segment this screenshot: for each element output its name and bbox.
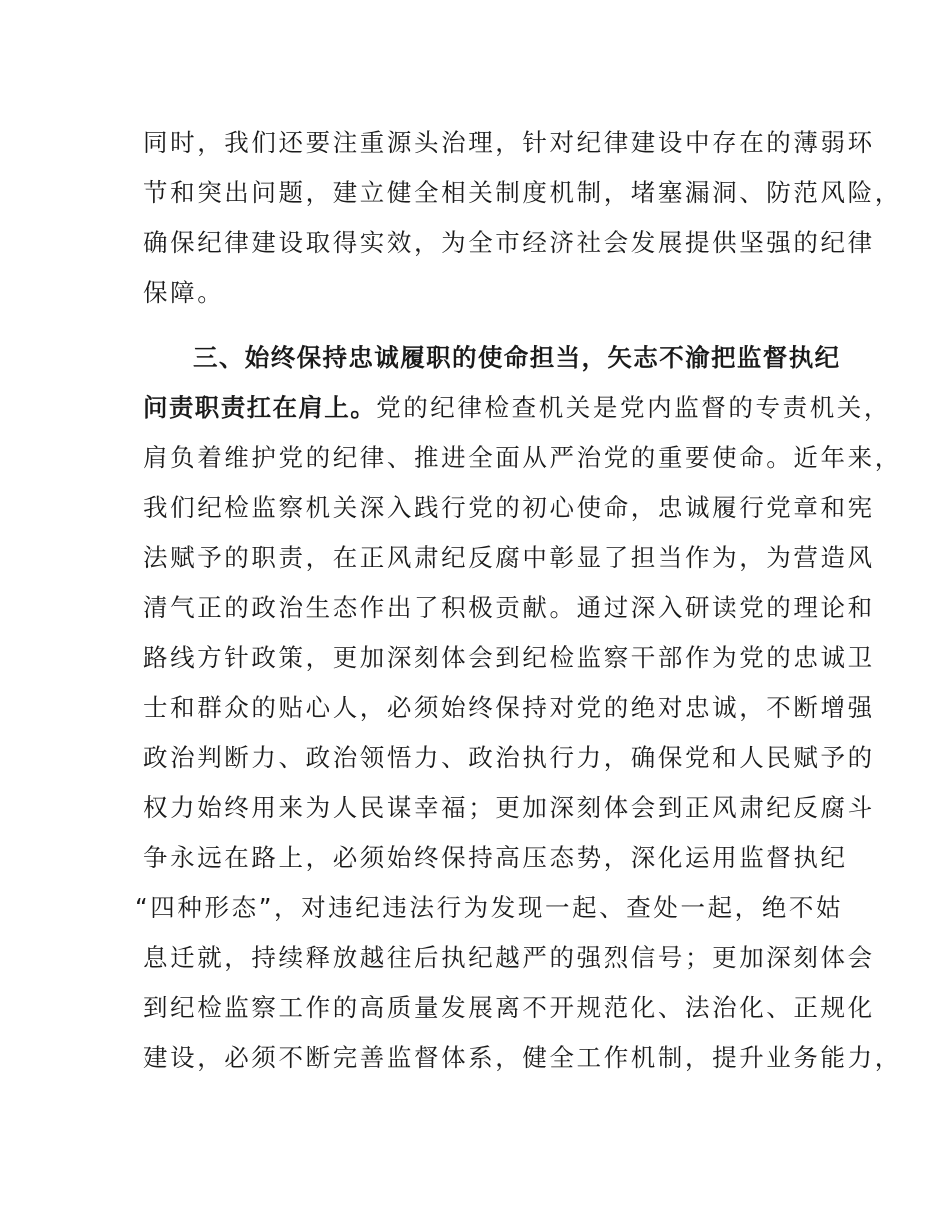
paragraph-line: 士和群众的贴心人，必须始终保持对党的绝对忠诚，不断增强 xyxy=(143,693,875,722)
paragraph-line: “四种形态”，对违纪违法行为发现一起、查处一起，绝不姑 xyxy=(135,893,844,922)
paragraph-line: 争永远在路上，必须始终保持高压态势，深化运用监督执纪 xyxy=(143,843,848,872)
section-heading-line-2 xyxy=(143,388,892,428)
section-heading-tail: 问责职责扛在肩上。 xyxy=(143,393,377,422)
paragraph-line: 法赋予的职责，在正风肃纪反腐中彰显了担当作为，为营造风 xyxy=(143,543,875,572)
paragraph-line: 路线方针政策，更加深刻体会到纪检监察干部作为党的忠诚卫 xyxy=(143,643,875,672)
paragraph-line: 节和突出问题，建立健全相关制度机制，堵塞漏洞、防范风险， xyxy=(143,178,902,207)
paragraph-line: 建设，必须不断完善监督体系，健全工作机制，提升业务能力， xyxy=(143,1043,902,1072)
paragraph-line: 清气正的政治生态作出了积极贡献。通过深入研读党的理论和 xyxy=(143,593,875,622)
paragraph-line: 保障。 xyxy=(143,278,225,307)
section-heading: 三、始终保持忠诚履职的使命担当，矢志不渝把监督执纪 xyxy=(193,343,841,372)
paragraph-line: 政治判断力、政治领悟力、政治执行力，确保党和人民赋予的 xyxy=(143,743,875,772)
paragraph-line: 同时，我们还要注重源头治理，针对纪律建设中存在的薄弱环 xyxy=(143,128,875,157)
paragraph-line: 确保纪律建设取得实效，为全市经济社会发展提供坚强的纪律 xyxy=(143,228,875,257)
paragraph-line: 肩负着维护党的纪律、推进全面从严治党的重要使命。近年来， xyxy=(143,443,902,472)
paragraph-line: 我们纪检监察机关深入践行党的初心使命，忠诚履行党章和宪 xyxy=(143,493,875,522)
paragraph-line-rest: 党的纪律检查机关是党内监督的专责机关， xyxy=(376,393,892,422)
paragraph-line: 息迁就，持续释放越往后执纪越严的强烈信号；更加深刻体会 xyxy=(143,943,875,972)
paragraph-line: 权力始终用来为人民谋幸福；更加深刻体会到正风肃纪反腐斗 xyxy=(143,793,875,822)
paragraph-line: 到纪检监察工作的高质量发展离不开规范化、法治化、正规化 xyxy=(143,993,875,1022)
